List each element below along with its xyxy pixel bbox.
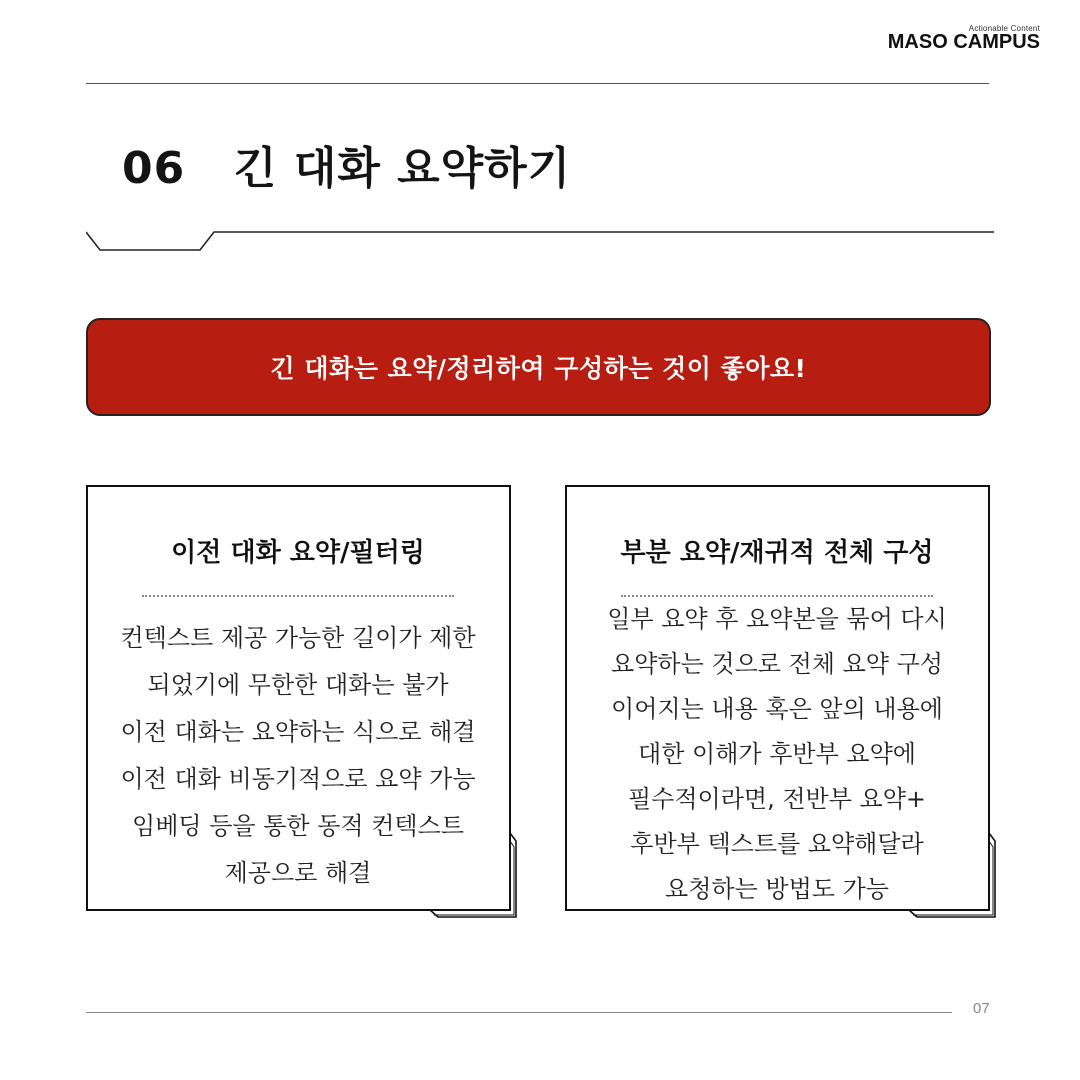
section-number: 06 xyxy=(122,143,186,194)
card-line: 되었기에 무한한 대화는 불가 xyxy=(147,671,449,699)
card-line: 임베딩 등을 통한 동적 컨텍스트 xyxy=(132,812,464,840)
card-line: 이전 대화 비동기적으로 요약 가능 xyxy=(120,765,476,793)
card-line: 후반부 텍스트를 요약해달라 xyxy=(630,830,924,858)
card-previous-summary xyxy=(86,485,510,910)
page-title xyxy=(122,132,571,196)
card-line: 필수적이라면, 전반부 요약+ xyxy=(627,785,927,813)
card-line: 제공으로 해결 xyxy=(224,859,372,887)
card-line: 요청하는 방법도 가능 xyxy=(665,875,889,903)
top-divider xyxy=(86,83,989,84)
card-line: 대한 이해가 후반부 요약에 xyxy=(638,740,916,768)
card-line: 일부 요약 후 요약본을 묶어 다시 xyxy=(607,605,947,633)
brand-logo xyxy=(888,24,1040,52)
dotted-divider xyxy=(142,595,454,597)
card-title: 이전 대화 요약/필터링 xyxy=(171,538,425,568)
title-underline-decoration xyxy=(86,226,996,256)
card-recursive-summary xyxy=(565,485,989,910)
card-line: 이전 대화는 요약하는 식으로 해결 xyxy=(120,718,476,746)
card-line: 이어지는 내용 혹은 앞의 내용에 xyxy=(611,695,943,723)
highlight-banner xyxy=(86,318,991,416)
card-body xyxy=(86,615,510,897)
brand-name: MASO CAMPUS xyxy=(887,31,1040,53)
bottom-divider xyxy=(86,1012,952,1013)
card-line: 요약하는 것으로 전체 요약 구성 xyxy=(611,650,943,678)
page-number: 07 xyxy=(973,1000,990,1017)
card-line: 컨텍스트 제공 가능한 길이가 제한 xyxy=(120,624,476,652)
section-title: 긴 대화 요약하기 xyxy=(234,143,572,194)
card-title: 부분 요약/재귀적 전체 구성 xyxy=(620,538,934,568)
card-body xyxy=(565,597,989,912)
brand-tagline: Actionable Content xyxy=(968,24,1040,33)
banner-text: 긴 대화는 요약/정리하여 구성하는 것이 좋아요! xyxy=(270,354,807,383)
